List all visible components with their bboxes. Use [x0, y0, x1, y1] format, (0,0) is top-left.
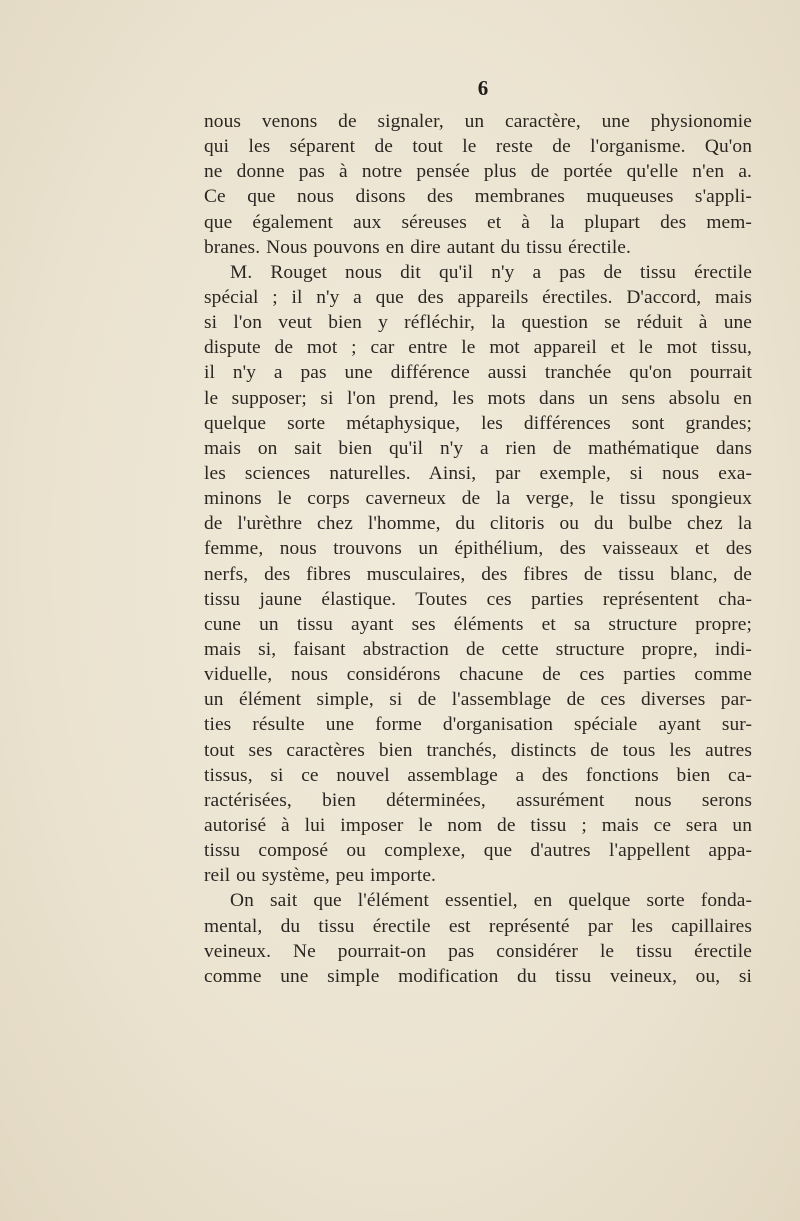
text-line: minons le corps caverneux de la verge, le tissu spongieux: [204, 488, 752, 510]
text-line: autorisé à lui imposer le nom de tissu ; mais ce sera un: [204, 814, 752, 836]
text-line: mental, du tissu érectile est représenté par les capillaires: [204, 915, 752, 937]
text-line: nous venons de signaler, un caractère, une physionomie: [204, 111, 752, 132]
text-line: cune un tissu ayant ses éléments et sa structure propre;: [204, 613, 752, 635]
text-line: spécial ; il n'y a que des appareils érectiles. D'accord, mais: [204, 286, 752, 308]
text-line: mais on sait bien qu'il n'y a rien de mathématique dans: [204, 437, 752, 459]
text-line: veineux. Ne pourrait-on pas considérer le tissu érectile: [204, 940, 752, 962]
text-line: mais si, faisant abstraction de cette structure propre, indi-: [204, 638, 752, 660]
text-line: tout ses caractères bien tranchés, distincts de tous les autres: [204, 739, 752, 761]
text-line: reil ou système, peu importe.: [204, 865, 436, 887]
text-line: tissu composé ou complexe, que d'autres l'appellent appa-: [204, 840, 752, 862]
text-line: qui les séparent de tout le reste de l'organisme. Qu'on: [204, 136, 752, 158]
text-line: quelque sorte métaphysique, les différences sont grandes;: [204, 412, 752, 434]
text-line: comme une simple modification du tissu veineux, ou, si: [204, 965, 752, 987]
text-line: viduelle, nous considérons chacune de ces parties comme: [204, 664, 752, 686]
text-line: le supposer; si l'on prend, les mots dans un sens absolu en: [204, 387, 752, 409]
text-line: femme, nous trouvons un épithélium, des vaisseaux et des: [204, 538, 752, 560]
text-line: ties résulte une forme d'organisation spéciale ayant sur-: [204, 714, 752, 736]
text-line: nerfs, des fibres musculaires, des fibres de tissu blanc, de: [204, 563, 752, 585]
text-line: On sait que l'élément essentiel, en quelque sorte fonda-: [230, 890, 752, 912]
text-line: ractérisées, bien déterminées, assurément nous serons: [204, 789, 752, 811]
text-line: Ce que nous disons des membranes muqueuses s'appli-: [204, 186, 752, 208]
text-line: un élément simple, si de l'assemblage de ces diverses par-: [204, 689, 752, 711]
text-line: tissu jaune élastique. Toutes ces parties représentent cha-: [204, 588, 752, 610]
text-line: tissus, si ce nouvel assemblage a des fonctions bien ca-: [204, 764, 752, 786]
text-line: branes. Nous pouvons en dire autant du tissu érectile.: [204, 236, 631, 258]
text-line: dispute de mot ; car entre le mot appareil et le mot tissu,: [204, 337, 752, 359]
page-number: 6: [477, 76, 489, 100]
text-line: ne donne pas à notre pensée plus de portée qu'elle n'en a.: [204, 161, 752, 183]
text-line: que également aux séreuses et à la plupart des mem-: [204, 211, 752, 233]
body-text: [204, 109, 752, 989]
text-line: les sciences naturelles. Ainsi, par exemple, si nous exa-: [204, 462, 752, 484]
text-line: si l'on veut bien y réfléchir, la question se réduit à une: [204, 312, 752, 334]
text-line: M. Rouget nous dit qu'il n'y a pas de tissu érectile: [230, 261, 752, 283]
text-line: il n'y a pas une différence aussi tranchée qu'on pourrait: [204, 362, 752, 384]
text-line: de l'urèthre chez l'homme, du clitoris ou du bulbe chez la: [204, 513, 752, 535]
